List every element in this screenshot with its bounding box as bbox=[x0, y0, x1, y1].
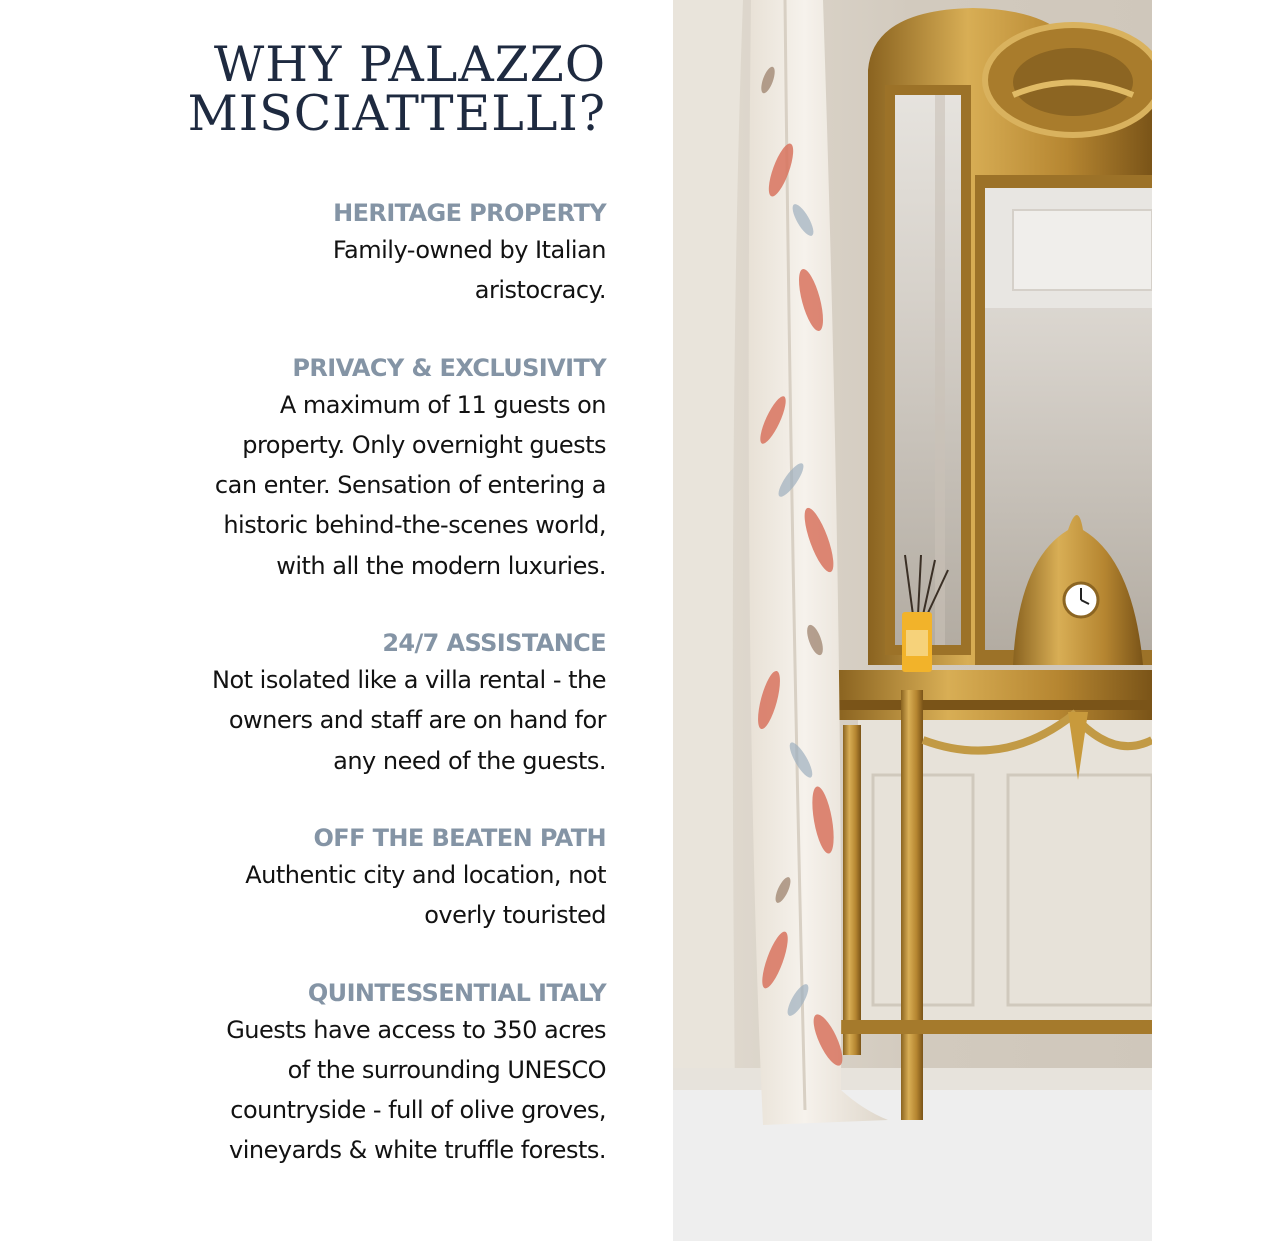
arch-shadow bbox=[673, 0, 743, 1100]
page-title bbox=[40, 36, 606, 142]
feature-description: Guests have access to 350 acres of the surrounding UNESCO countryside - full of olive groves, vineyards & white truffle forests. bbox=[226, 1015, 606, 1165]
feature-heading: PRIVACY & EXCLUSIVITY bbox=[292, 353, 606, 382]
interior-photo-illustration bbox=[673, 0, 1152, 1241]
page-title-line-2: MISCIATTELLI? bbox=[187, 85, 606, 142]
page-title-line-1: WHY PALAZZO bbox=[213, 36, 606, 93]
feature-heading: 24/7 ASSISTANCE bbox=[382, 629, 606, 658]
feature-privacy-exclusivity bbox=[40, 351, 606, 586]
feature-list bbox=[40, 196, 606, 1171]
feature-heading: QUINTESSENTIAL ITALY bbox=[307, 978, 606, 1007]
feature-description: Not isolated like a villa rental - the owners and staff are on hand for any need of the guests. bbox=[211, 666, 606, 775]
feature-description: A maximum of 11 guests on property. Only overnight guests can enter. Sensation of entering a historic behind-the-scenes world, with all the modern luxuries. bbox=[214, 390, 606, 580]
feature-quintessential-italy bbox=[40, 976, 606, 1171]
feature-description: Family-owned by Italian aristocracy. bbox=[332, 236, 606, 305]
feature-heading: HERITAGE PROPERTY bbox=[333, 199, 606, 227]
feature-assistance bbox=[40, 626, 606, 781]
feature-off-beaten-path bbox=[40, 821, 606, 936]
feature-heading: OFF THE BEATEN PATH bbox=[313, 823, 606, 852]
interior-photo bbox=[673, 0, 1152, 1241]
feature-description: Authentic city and location, not overly touristed bbox=[245, 860, 606, 930]
feature-heritage-property bbox=[40, 196, 606, 311]
text-column bbox=[40, 36, 606, 1171]
